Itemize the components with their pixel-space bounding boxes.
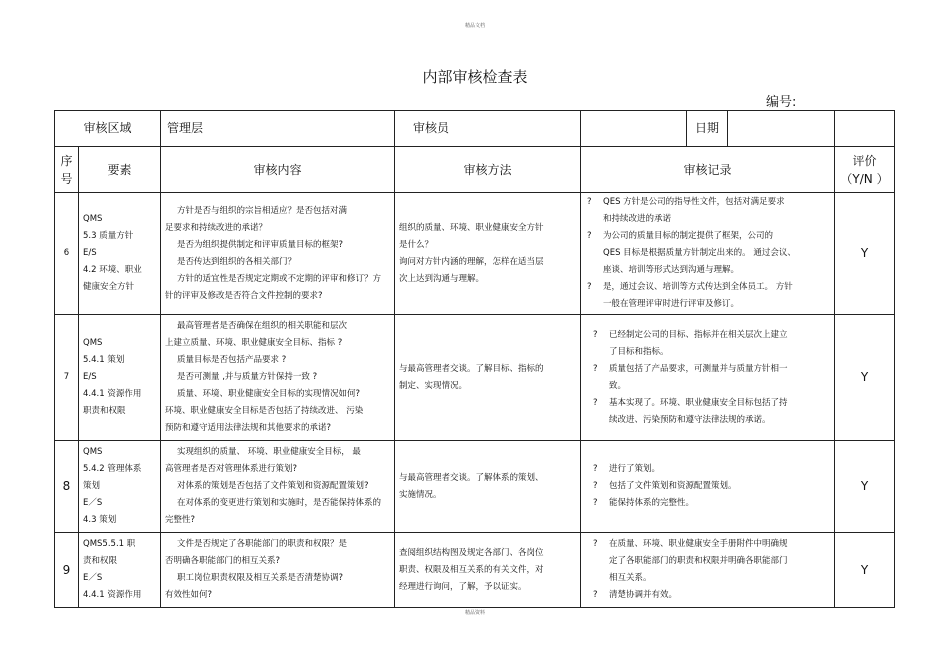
record-text: 为公司的质量目标的制定提供了框架，公司的 (603, 231, 774, 241)
content-line: 质量、环境、职业健康安全目标的实现情况如何? (177, 389, 361, 399)
col-content-header: 审核内容 (161, 147, 395, 193)
col-eval-header (835, 147, 895, 193)
auditor-cell (395, 111, 581, 147)
method-line: 组织的质量、环境、职业健康安全方针 (399, 222, 544, 233)
method-line: 询问对方针内涵的理解，怎样在适当层 (399, 256, 544, 267)
content-line: 在对体系的变更进行策划和实施时，是否能保持体系的 (177, 498, 382, 508)
bullet-marker: ? (593, 481, 598, 491)
document-title: 内部审核检查表 (422, 68, 528, 86)
record-text: 包括了文件策划和资源配置策划。 (609, 481, 737, 491)
content-line: 否明确各职能部门的相互关系? (165, 556, 281, 566)
table-row (55, 441, 895, 533)
table-row (55, 315, 895, 441)
record-line (581, 279, 834, 296)
method-line: 与最高管理者交谈。了解目标、指标的 (399, 363, 544, 374)
content-line: 预防和遵守适用法律法规和其他要求的承诺? (165, 423, 332, 433)
row-record (581, 193, 835, 315)
record-line (581, 536, 834, 553)
row-seq: 7 (55, 315, 79, 441)
row-seq: 8 (55, 441, 79, 533)
footer-note: 精品资料 (464, 610, 485, 616)
element-line: QMS (83, 214, 103, 224)
header-note: 精品文档 (464, 23, 485, 29)
row-record (581, 533, 835, 608)
record-line (581, 344, 834, 361)
element-line: 5.3 质量方针 (83, 231, 134, 241)
element-line: QMS (83, 447, 103, 457)
element-line: 4.4.1 资源作用 (83, 590, 142, 600)
row-eval: Y (835, 441, 895, 533)
row-eval: Y (835, 193, 895, 315)
record-text: 致。 (609, 380, 627, 391)
record-text: 一般在管理评审时进行评审及修订。 (603, 299, 740, 309)
element-line: 策划 (83, 481, 101, 491)
record-line (581, 478, 834, 495)
bullet-marker: ? (587, 231, 592, 241)
table-row (55, 193, 895, 315)
element-line: 4.2 环境、职业 (83, 265, 142, 275)
record-line (581, 461, 834, 478)
element-line: 健康安全方针 (83, 282, 135, 292)
content-line: 针的评审及修改是否符合文件控制的要求? (165, 290, 323, 301)
record-line (581, 553, 834, 570)
element-line: E／S (83, 573, 103, 583)
bullet-marker: ? (593, 397, 598, 408)
record-text: 已经制定公司的目标、指标并在相关层次上建立 (609, 329, 788, 340)
row-content (161, 315, 395, 441)
element-line: E／S (83, 498, 103, 508)
content-line: 高管理者是否对管理体系进行策划? (165, 464, 298, 474)
element-line: 5.4.2 管理体系 (83, 464, 142, 474)
number-label: 编号: (766, 95, 797, 110)
header-row (55, 147, 895, 193)
bullet-marker: ? (587, 197, 592, 207)
bullet-marker: ? (593, 363, 598, 374)
row-eval: Y (835, 533, 895, 608)
bullet-marker: ? (587, 282, 592, 292)
record-line (581, 245, 834, 262)
content-line: 完整性? (165, 515, 196, 525)
record-line (581, 361, 834, 378)
row-method (395, 533, 581, 608)
record-line (581, 395, 834, 412)
method-line: 查阅组织结构图及规定各部门、各岗位 (399, 547, 544, 558)
content-line: 职工岗位职责权限及相互关系是否清楚协调? (177, 573, 344, 583)
bullet-marker: ? (593, 539, 598, 549)
bullet-marker: ? (593, 590, 598, 600)
auditor-value (581, 111, 687, 146)
element-line: QMS5.5.1 职 (83, 539, 136, 549)
row-record (581, 441, 835, 533)
method-line: 与最高管理者交谈。了解体系的策划、 (399, 472, 544, 483)
method-line: 职责、权限及相互关系的有关文件，对 (399, 564, 544, 575)
content-line: 质量目标是否包括产品要求 ? (177, 355, 287, 365)
element-line: 5.4.1 策划 (83, 355, 125, 365)
content-line: 对体系的策划是否包括了文件策划和资源配置策划? (177, 481, 369, 491)
area-label: 审核区域 (55, 111, 161, 147)
meta-empty-cell (835, 111, 895, 147)
col-eval-line-2: （Y/N ） (840, 171, 889, 186)
record-line (581, 262, 834, 279)
row-record (581, 315, 835, 441)
content-line: 是否为组织提供制定和评审质量目标的框架? (177, 239, 344, 250)
col-seq-line-1: 序 (60, 153, 73, 168)
record-text: 是，通过会议、培训等方式传达到全体员工。 方针 (603, 282, 793, 292)
record-line (581, 296, 834, 313)
row-seq: 9 (55, 533, 79, 608)
content-line: 是否传达到组织的各相关部门？ (177, 256, 297, 267)
element-line: 4.4.1 资源作用 (83, 389, 142, 399)
row-elements (79, 193, 161, 315)
content-line: 方针的适宜性是否规定定期或不定期的评审和修订？方 (177, 273, 382, 284)
record-text: 和持续改进的承诺 (603, 214, 672, 224)
col-elements-header: 要素 (79, 147, 161, 193)
content-line: 实现组织的质量、 环境、职业健康安全目标， 最 (177, 447, 361, 457)
row-method (395, 315, 581, 441)
area-value: 管理层 (161, 111, 395, 147)
row-content (161, 533, 395, 608)
record-text: QES 目标是根据质量方针制定出来的。 通过会议、 (603, 248, 796, 258)
record-text: 了目标和指标。 (609, 346, 669, 357)
record-line (581, 378, 834, 395)
col-record-header: 审核记录 (581, 147, 835, 193)
content-line: 方针是否与组织的宗旨相适应？是否包括对满 (177, 205, 348, 216)
record-text: 相互关系。 (609, 573, 652, 583)
record-text: QES 方针是公司的指导性文件，包括对满足要求 (603, 197, 785, 207)
auditor-label: 审核员 (413, 121, 450, 135)
record-line (581, 194, 834, 211)
date-label: 日期 (687, 111, 728, 146)
bullet-marker: ? (593, 329, 598, 340)
record-text: 定了各职能部门的职责和权限并明确各职能部门 (609, 556, 788, 566)
bullet-marker: ? (593, 464, 598, 474)
record-text: 质量包括了产品要求，可测量并与质量方针相一 (609, 363, 788, 374)
record-text: 进行了策划。 (609, 464, 661, 474)
table-row (55, 533, 895, 608)
record-line (581, 495, 834, 512)
col-method-header: 审核方法 (395, 147, 581, 193)
element-line: E/S (83, 248, 97, 258)
content-line: 文件是否规定了各职能部门的职责和权限？是 (177, 539, 348, 549)
row-elements (79, 441, 161, 533)
auditor-date-cell (581, 111, 835, 147)
record-line (581, 587, 834, 604)
record-line (581, 211, 834, 228)
content-line: 最高管理者是否确保在组织的相关职能和层次 (177, 321, 348, 331)
method-line: 是什么？ (399, 239, 434, 250)
element-line: 4.3 策划 (83, 515, 117, 525)
row-content (161, 193, 395, 315)
row-eval: Y (835, 315, 895, 441)
record-text: 能保持体系的完整性。 (609, 498, 695, 508)
method-line: 经理进行询问，了解，予以证实。 (399, 581, 527, 592)
element-line: E/S (83, 372, 97, 382)
bullet-marker: ? (593, 498, 598, 508)
method-line: 制定、实现情况。 (399, 380, 468, 391)
content-line: 有效性如何? (165, 590, 213, 600)
col-seq-header (55, 147, 79, 193)
record-line (581, 327, 834, 344)
row-content (161, 441, 395, 533)
record-text: 续改进、污染预防和遵守法律法规的承诺。 (609, 414, 771, 425)
element-line: QMS (83, 338, 103, 348)
content-line: 是否可测量 ,并与质量方针保持一致 ? (177, 372, 318, 382)
record-text: 清楚协调并有效。 (609, 590, 678, 600)
record-text: 基本实现了。环境、职业健康安全目标包括了持 (609, 397, 788, 408)
content-line: 足要求和持续改进的承诺？ (165, 222, 268, 233)
record-line (581, 570, 834, 587)
record-text: 在质量、环境、职业健康安全手册附件中明确规 (609, 539, 788, 549)
meta-row (55, 111, 895, 147)
col-seq-line-2: 号 (60, 171, 73, 186)
row-seq: 6 (55, 193, 79, 315)
record-line (581, 228, 834, 245)
method-line: 实施情况。 (399, 489, 442, 500)
audit-checklist-table (54, 110, 895, 608)
row-elements (79, 315, 161, 441)
col-eval-line-1: 评价 (852, 153, 877, 168)
content-line: 上建立质量、环境、职业健康安全目标、指标 ? (165, 338, 343, 348)
method-line: 次上达到沟通与理解。 (399, 273, 485, 284)
row-method (395, 441, 581, 533)
record-text: 座谈、培训等形式达到沟通与理解。 (603, 265, 740, 275)
content-line: 环境、职业健康安全目标是否包括了持续改进、 污染 (165, 406, 364, 416)
record-line (581, 412, 834, 429)
row-method (395, 193, 581, 315)
element-line: 职责和权限 (83, 406, 126, 416)
element-line: 责和权限 (83, 556, 118, 566)
row-elements (79, 533, 161, 608)
